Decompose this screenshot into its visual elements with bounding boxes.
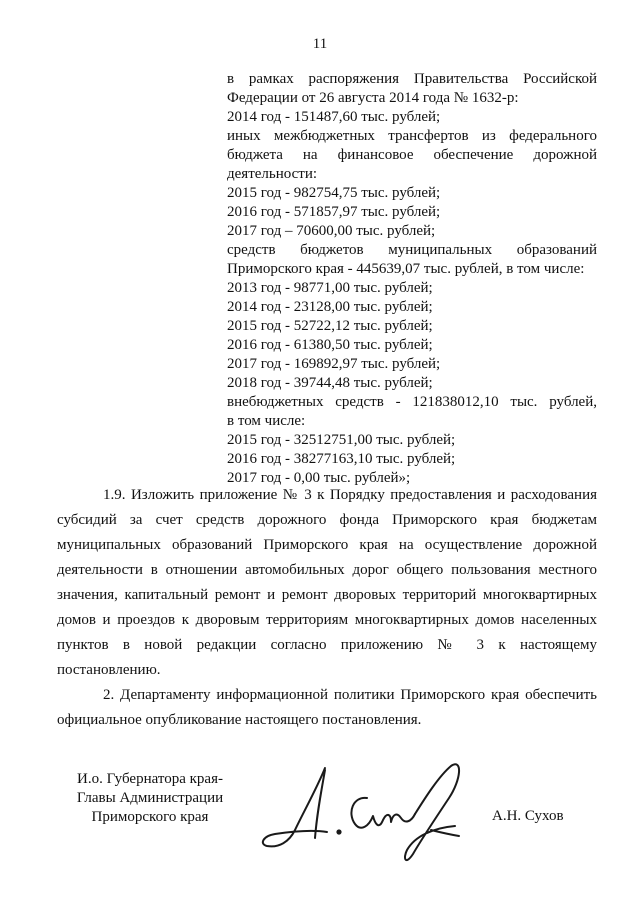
paragraph-2: 2. Департаменту информационной политики Приморского края обеспечить официальное опубликование настоящего постановления. [57, 687, 597, 728]
signatory-name: А.Н. Сухов [492, 808, 564, 824]
funding-line: деятельности: [227, 166, 318, 182]
funding-line: 2014 год - 151487,60 тыс. рублей; [227, 109, 441, 125]
body-text [57, 483, 597, 733]
page-number: 11 [312, 36, 328, 52]
signatory-position-line: Главы Администрации [76, 790, 224, 806]
handwritten-signature [255, 758, 475, 868]
funding-line: 2015 год - 32512751,00 тыс. рублей; [227, 432, 456, 448]
signatory-position-line: Приморского края [91, 809, 209, 825]
funding-list [227, 70, 597, 488]
funding-line: 2017 год - 0,00 тыс. рублей»; [227, 470, 411, 486]
funding-line: иных межбюджетных трансфертов из федерального [227, 128, 597, 144]
funding-line: средств бюджетов муниципальных образований [227, 242, 597, 258]
funding-line: бюджета на финансовое обеспечение дорожной [227, 147, 597, 163]
funding-line: 2016 год - 38277163,10 тыс. рублей; [227, 451, 456, 467]
funding-line: 2013 год - 98771,00 тыс. рублей; [227, 280, 433, 296]
funding-line: внебюджетных средств - 121838012,10 тыс. рублей, [227, 394, 597, 410]
funding-line: 2017 год - 169892,97 тыс. рублей; [227, 356, 441, 372]
funding-line: в том числе: [227, 413, 306, 429]
funding-line: 2016 год - 61380,50 тыс. рублей; [227, 337, 433, 353]
funding-line: Федерации от 26 августа 2014 года № 1632-р: [227, 90, 519, 106]
signatory-position [60, 770, 240, 827]
funding-line: 2017 год – 70600,00 тыс. рублей; [227, 223, 436, 239]
funding-line: в рамках распоряжения Правительства Российской [227, 71, 597, 87]
funding-line: 2016 год - 571857,97 тыс. рублей; [227, 204, 441, 220]
funding-line: 2018 год - 39744,48 тыс. рублей; [227, 375, 433, 391]
signatory-position-line: И.о. Губернатора края- [77, 771, 223, 787]
funding-line: Приморского края - 445639,07 тыс. рублей, в том числе: [227, 261, 585, 277]
paragraph-1-9: 1.9. Изложить приложение № 3 к Порядку предоставления и расходования субсидий за счет средств дорожного фонда Приморского края бюджетам муниципальных образований Приморского края на осуществление дорожной деятельности в отношении автомобильных дорог общего пользования местного значения, капитальный ремонт и ремонт дворовых территорий многоквартирных домов и проездов к дворовым территориям многоквартирных домов населенных пунктов в новой редакции согласно приложению № 3 к настоящему постановлению. [57, 487, 597, 678]
funding-line: 2014 год - 23128,00 тыс. рублей; [227, 299, 433, 315]
funding-line: 2015 год - 52722,12 тыс. рублей; [227, 318, 433, 334]
funding-line: 2015 год - 982754,75 тыс. рублей; [227, 185, 441, 201]
